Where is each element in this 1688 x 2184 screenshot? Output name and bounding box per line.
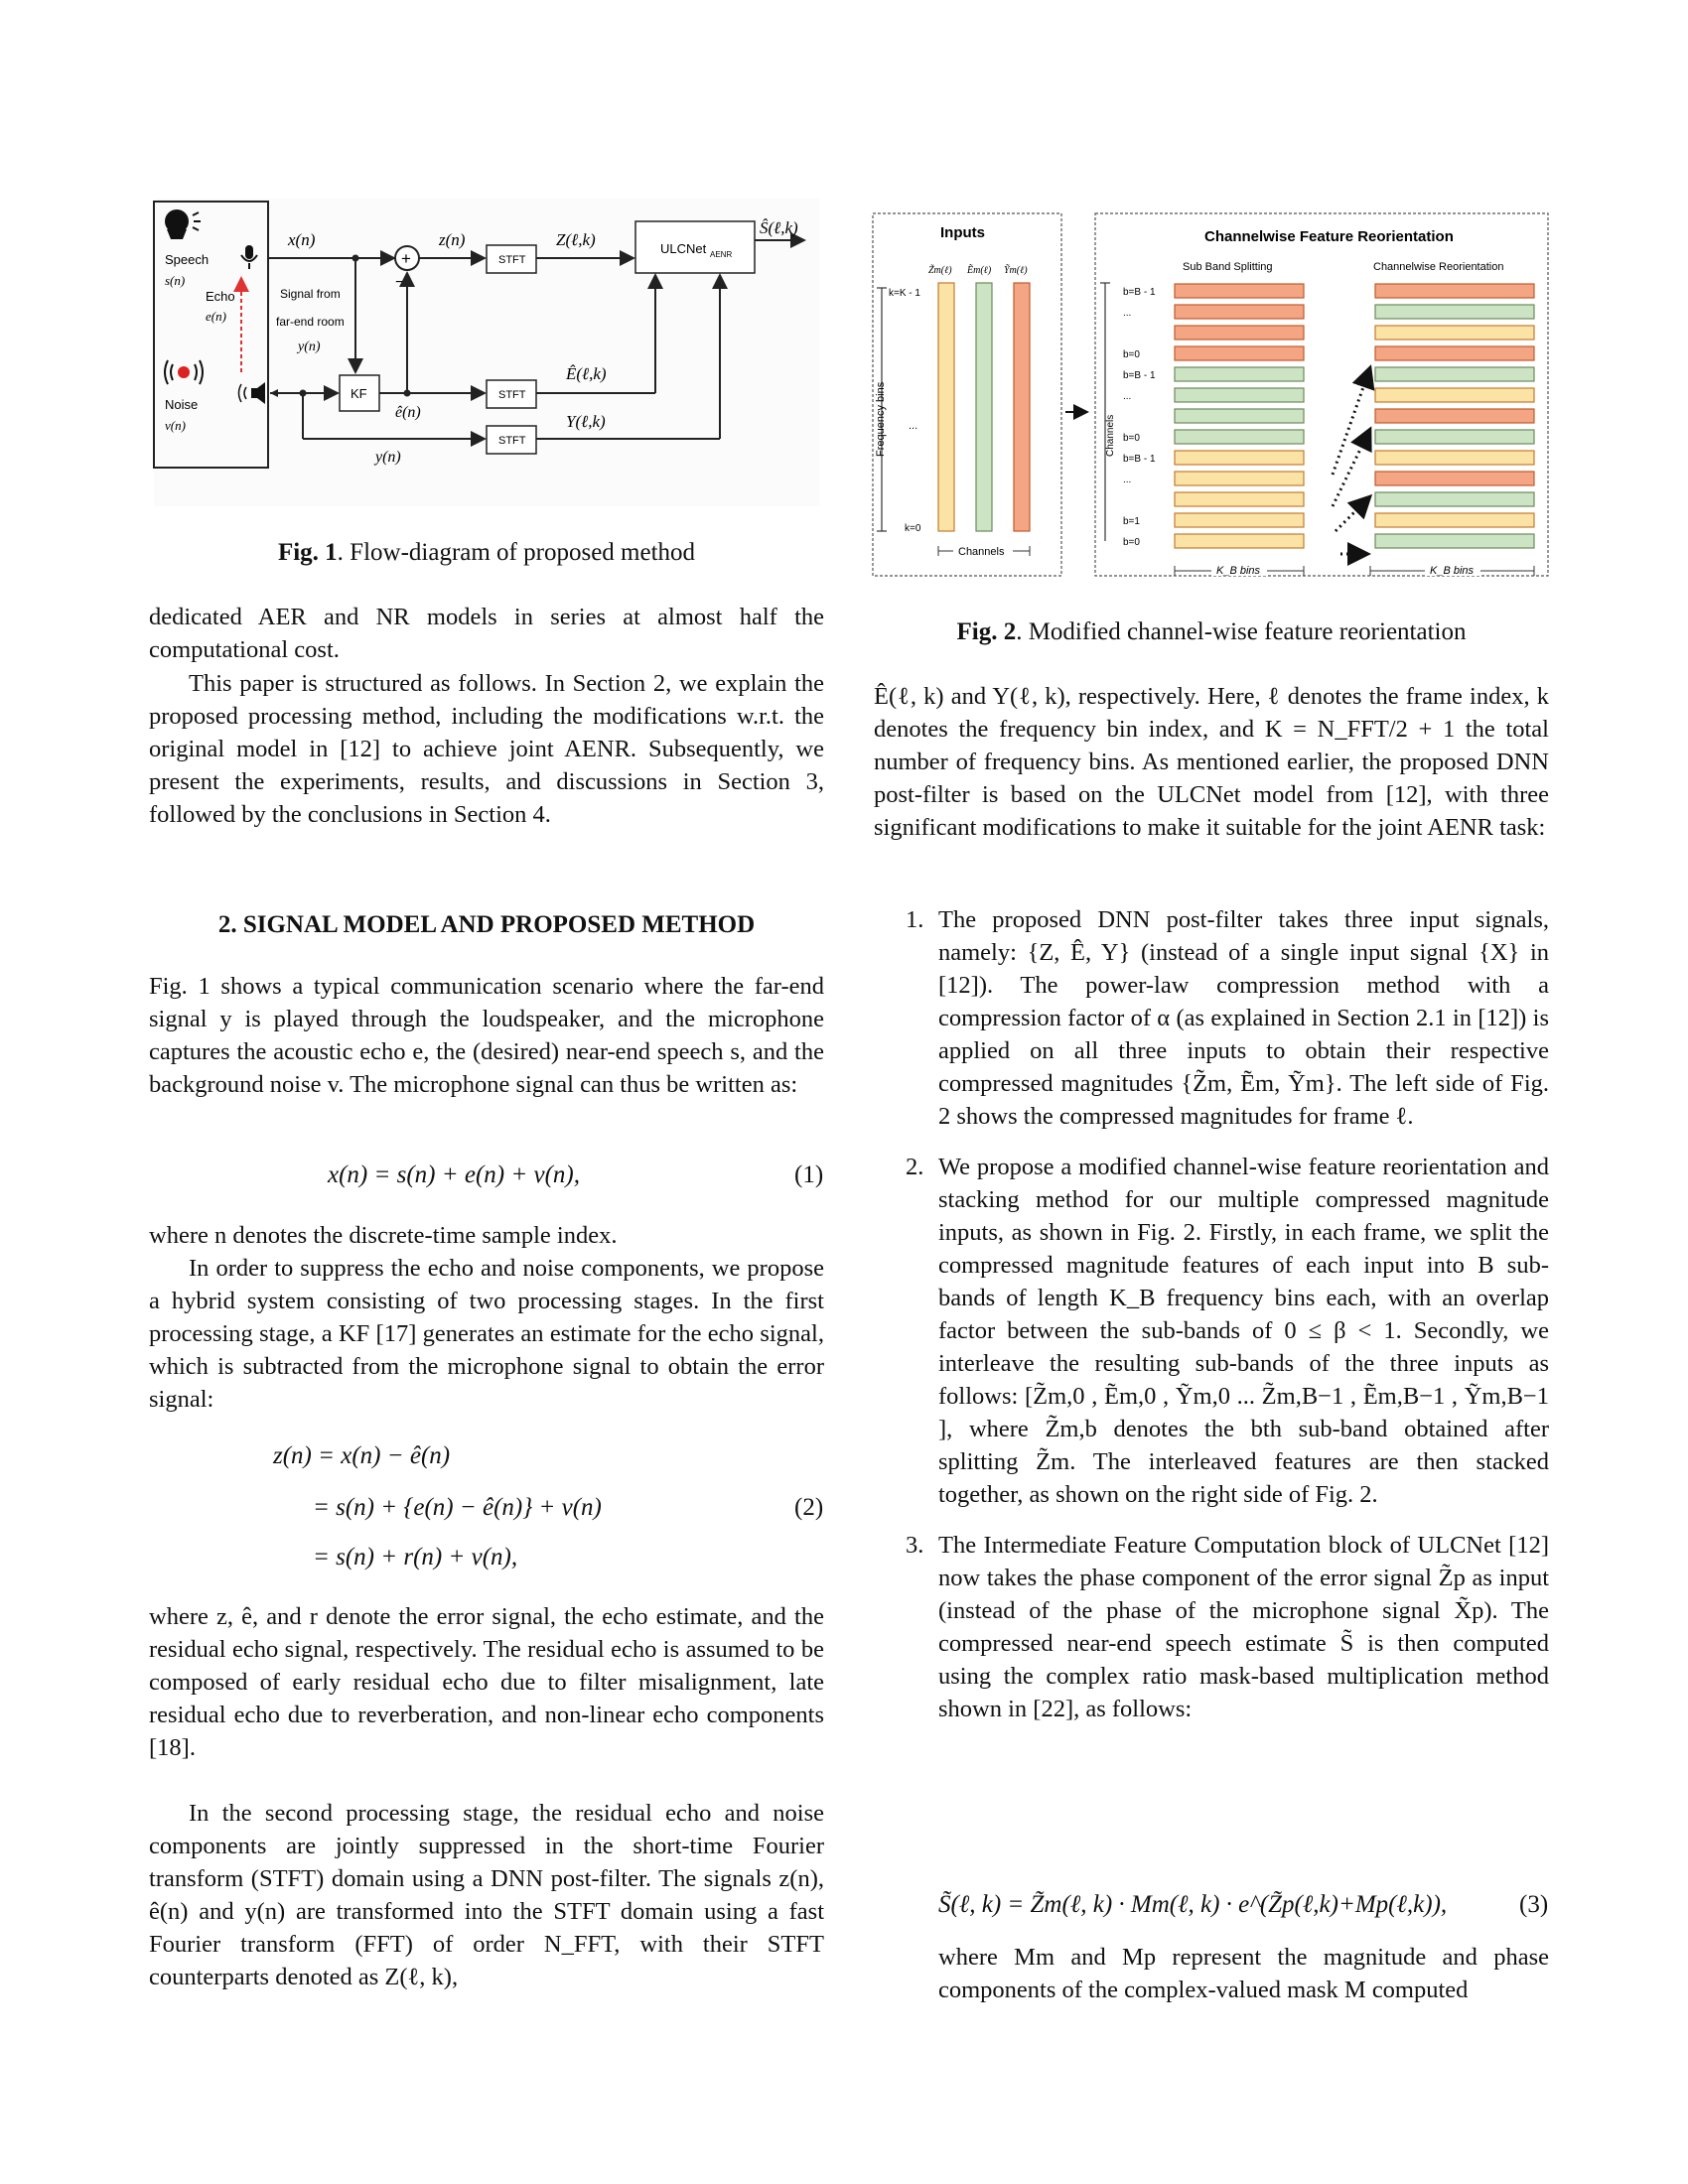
list-item-number: 3. <box>906 1532 924 1559</box>
figure-2-caption-text: . Modified channel-wise feature reorientation <box>1016 618 1467 645</box>
left-paragraph-2: This paper is structured as follows. In Section 2, we explain the proposed processing method, including the modifications w.r.t. the original model in [12] to achieve joint AENR. Subsequently, we present the experiments, results, and discussions in Section 3, followed by the conclusions in Section 4. <box>149 670 824 828</box>
band-label: ... <box>1123 308 1132 319</box>
subband-bar <box>1175 451 1304 465</box>
figure-1-caption <box>149 536 824 569</box>
left-paragraph-1: dedicated AER and NR models in series at almost half the computational cost. <box>149 604 824 663</box>
input-symbol-y: Ỹm(ℓ) <box>1004 265 1028 276</box>
band-label: b=B - 1 <box>1123 287 1156 298</box>
subband-bars <box>1175 284 1304 548</box>
Y-stft-label: Y(ℓ,k) <box>566 412 606 431</box>
reoriented-bar <box>1375 513 1534 527</box>
figure-2 <box>869 208 1554 586</box>
figure-1-caption-label: Fig. 1 <box>277 539 338 566</box>
band-label: b=0 <box>1123 349 1140 360</box>
reoriented-bar <box>1375 472 1534 485</box>
z-signal-label: z(n) <box>439 230 466 249</box>
figure-1-caption-text: . Flow-diagram of proposed method <box>337 539 696 566</box>
minus-sign: − <box>395 274 405 291</box>
subband-bar <box>1175 513 1304 527</box>
equation-3: S̃(ℓ, k) = Z̃m(ℓ, k) · Mm(ℓ, k) · e^(Z̃p(ℓ,k)+Mp(ℓ,k)), <box>938 1891 1448 1918</box>
reorientation-arrows <box>1333 367 1370 554</box>
reoriented-bars <box>1375 284 1534 548</box>
left-paragraph-5: In order to suppress the echo and noise components, we propose a hybrid system consisting of two processing stages. In the first processing stage, a KF [17] generates an estimate for the echo signal, which is subtracted from the microphone signal to obtain the error signal: <box>149 1255 824 1413</box>
inputs-title: Inputs <box>940 224 985 241</box>
reoriented-bar <box>1375 346 1534 360</box>
right-paragraph-1: Ê(ℓ, k) and Y(ℓ, k), respectively. Here, ℓ denotes the frame index, k denotes the frequency bin index, and K = N_FFT/2 + 1 the total number of frequency bins. As mentioned earlier, the proposed DNN post-filter is based on the ULCNet model from [12], with three significant modifications to make it suitable for the joint AENR task: <box>874 683 1549 841</box>
reoriented-bar <box>1375 534 1534 548</box>
reoriented-bar <box>1375 305 1534 319</box>
figure-2-caption <box>874 615 1549 648</box>
band-label: b=B - 1 <box>1123 370 1156 381</box>
input-symbol-e: Ẽm(ℓ) <box>967 265 992 276</box>
equation-2-number: (2) <box>794 1494 824 1521</box>
reoriented-bar <box>1375 388 1534 402</box>
input-bar-z <box>938 283 954 531</box>
reoriented-bar <box>1375 430 1534 444</box>
figure-2-diagram <box>869 208 1554 586</box>
band-label: ... <box>1123 475 1132 485</box>
kf-label: KF <box>351 386 367 401</box>
channels-axis-label: Channels <box>1105 414 1116 457</box>
freq-dots: ... <box>909 420 918 432</box>
reoriented-bar <box>1375 409 1534 423</box>
list-item <box>874 1151 1549 1511</box>
list-item-text: The Intermediate Feature Computation block of ULCNet [12] now takes the phase component of the error signal Z̃p as input (instead of the phase of the microphone signal X̃p). The compressed near-end speech estimate S̃ is then computed using the complex ratio mask-based multiplication method shown in [22], as follows: <box>938 1532 1549 1722</box>
speech-symbol: s(n) <box>165 273 186 288</box>
ulcnet-label: ULCNet <box>660 241 707 256</box>
left-paragraph-3: Fig. 1 shows a typical communication scenario where the far-end signal y is played through the loudspeaker, and the microphone captures the acoustic echo e, the (desired) near-end speech s, and the background noise v. The microphone signal can thus be written as: <box>149 973 824 1098</box>
subband-bar <box>1175 534 1304 548</box>
right-paragraph-last: where Mm and Mp represent the magnitude and phase components of the complex-valued mask M computed <box>938 1944 1549 2003</box>
ulcnet-sub-label: AENR <box>710 250 733 259</box>
reoriented-bar <box>1375 367 1534 381</box>
frequency-bins-label: Frequency bins <box>875 381 887 457</box>
speech-label: Speech <box>165 252 210 267</box>
equation-2-line-2: = s(n) + {e(n) − ê(n)} + v(n) <box>313 1494 602 1521</box>
list-item-number: 1. <box>906 906 924 933</box>
list-item <box>874 903 1549 1133</box>
reoriented-bar <box>1375 284 1534 298</box>
list-item-text: We propose a modified channel-wise feature reorientation and stacking method for our multiple compressed magnitude inputs, as shown in Fig. 2. Firstly, in each frame, we split the compressed magnitude features of each input into B sub-bands of length K_B frequency bins each, with an overlap factor between the sub-bands of 0 ≤ β < 1. Secondly, we interleave the resulting sub-bands of the three inputs as follows: [Z̃m,0 , Ẽm,0 , Ỹm,0 ... Z̃m,B−1 , Ẽm,B−1 , Ỹm,B−1 ], where Z̃m,b denotes the bth sub-band obtained after splitting Z̃m. The interleaved features are then stacked together, as shown on the right side of Fig. 2. <box>938 1154 1549 1508</box>
cfr-title: Channelwise Feature Reorientation <box>1204 228 1454 245</box>
section-2-heading: 2. SIGNAL MODEL AND PROPOSED METHOD <box>217 911 756 938</box>
y-bottom-label: y(n) <box>375 449 401 466</box>
modifications-list <box>874 903 1549 1743</box>
signal-from-label: Signal from <box>280 287 341 301</box>
band-label: b=1 <box>1123 516 1140 527</box>
subband-bar <box>1175 305 1304 319</box>
x-signal-label: x(n) <box>288 230 316 249</box>
reorient-title: Channelwise Reorientation <box>1373 261 1504 273</box>
far-end-y-label: y(n) <box>298 340 321 354</box>
channels-label: Channels <box>958 546 1005 558</box>
stft-bottom-label: STFT <box>498 435 526 447</box>
noise-symbol: v(n) <box>165 418 186 433</box>
reoriented-bar <box>1375 326 1534 340</box>
subband-bar <box>1175 409 1304 423</box>
subband-bar <box>1175 492 1304 506</box>
input-bar-e <box>976 283 992 531</box>
kb-bins-left: K_B bins <box>1216 565 1261 577</box>
band-labels <box>1123 287 1156 548</box>
subband-bar <box>1175 326 1304 340</box>
subband-bar <box>1175 346 1304 360</box>
figure-1-diagram <box>149 194 824 511</box>
left-paragraph-6: where z, ê, and r denote the error signal, the echo estimate, and the residual echo signal, respectively. The residual echo is assumed to be composed of early residual echo due to filter misalignment, late residual echo due to reverberation, and non-linear echo components [18]. <box>149 1603 824 1761</box>
equation-1: x(n) = s(n) + e(n) + v(n), <box>328 1161 580 1188</box>
reoriented-bar <box>1375 492 1534 506</box>
far-end-room-label: far-end room <box>276 315 345 329</box>
kb-bins-right: K_B bins <box>1430 565 1475 577</box>
S-hat-output-label: Ŝ(ℓ,k) <box>760 218 798 237</box>
reoriented-bar <box>1375 451 1534 465</box>
band-label: ... <box>1123 391 1132 402</box>
e-hat-label: ê(n) <box>395 404 421 421</box>
equation-2-line-1: z(n) = x(n) − ê(n) <box>273 1442 451 1469</box>
input-bar-y <box>1014 283 1030 531</box>
echo-label: Echo <box>206 289 235 304</box>
stft-top-label: STFT <box>498 254 526 266</box>
stft-mid-label: STFT <box>498 389 526 401</box>
plus-sign: + <box>401 249 411 268</box>
band-label: b=0 <box>1123 537 1140 548</box>
input-symbol-z: Z̃m(ℓ) <box>928 265 952 276</box>
list-item-text: The proposed DNN post-filter takes three input signals, namely: {Z, Ê, Y} (instead of a single input signal {X} in [12]). The power-law compression method with a compression factor of α (as explained in Section 2.1 in [12]) is applied on all three inputs to obtain their respective compressed magnitudes {Z̃m, Ẽm, Ỹm}. The left side of Fig. 2 shows the compressed magnitudes for frame ℓ. <box>938 906 1549 1130</box>
figure-2-caption-label: Fig. 2 <box>956 618 1017 645</box>
E-hat-stft-label: Ê(ℓ,k) <box>566 364 607 383</box>
subband-bar <box>1175 388 1304 402</box>
figure-1 <box>149 194 824 511</box>
subband-title: Sub Band Splitting <box>1183 261 1273 273</box>
subband-bar <box>1175 367 1304 381</box>
Z-stft-label: Z(ℓ,k) <box>556 230 596 249</box>
list-item-number: 2. <box>906 1154 924 1180</box>
left-paragraph-4: where n denotes the discrete-time sample index. <box>149 1222 618 1249</box>
k-bottom-label: k=0 <box>905 523 921 534</box>
noise-label: Noise <box>165 397 199 412</box>
equation-1-number: (1) <box>794 1161 824 1188</box>
equation-2-line-3: = s(n) + r(n) + v(n), <box>313 1544 518 1570</box>
k-top-label: k=K - 1 <box>889 288 920 299</box>
echo-symbol: e(n) <box>206 309 226 324</box>
subband-bar <box>1175 472 1304 485</box>
subband-bar <box>1175 284 1304 298</box>
equation-3-number: (3) <box>1519 1891 1549 1918</box>
subband-bar <box>1175 430 1304 444</box>
list-item <box>874 1529 1549 1725</box>
left-paragraph-7: In the second processing stage, the residual echo and noise components are jointly suppressed in the short-time Fourier transform (STFT) domain using a DNN post-filter. The signals z(n), ê(n) and y(n) are transformed into the STFT domain using a fast Fourier transform (FFT) of order N_FFT, with their STFT counterparts denoted as Z(ℓ, k), <box>149 1800 824 1990</box>
band-label: b=0 <box>1123 433 1140 444</box>
band-label: b=B - 1 <box>1123 454 1156 465</box>
